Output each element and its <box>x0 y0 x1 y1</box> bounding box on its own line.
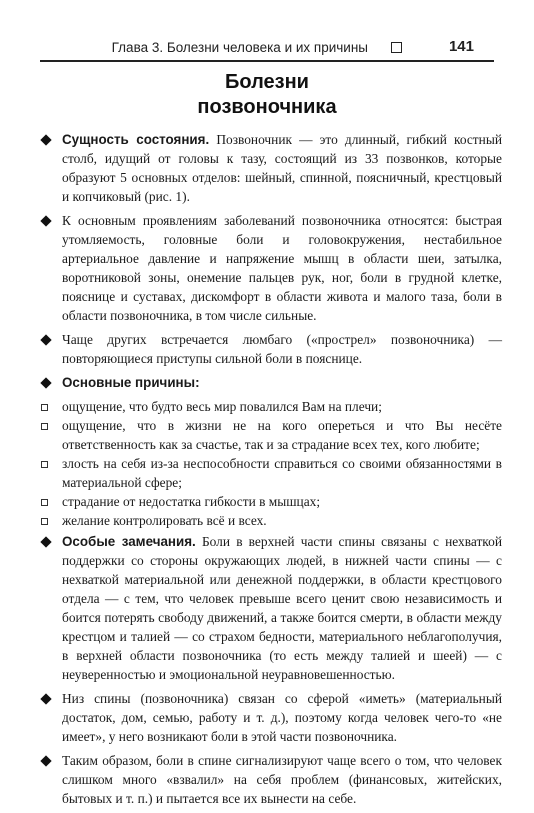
cause-item <box>40 416 502 454</box>
paragraph-text: Позвоночник — это длинный, гибкий костный столб, идущий от головы к тазу, состоящий из 33 позвонков, которые образуют 5 основных отделов: шейный, спинной, поясничный, крестцовый и копчиковый (рис. 1). <box>62 132 502 204</box>
diamond-bullet-icon <box>40 751 56 770</box>
cause-item <box>40 397 502 416</box>
paragraph-lead: Основные причины: <box>62 375 200 390</box>
section-title-line-2: позвоночника <box>197 96 337 118</box>
paragraph-text: Низ спины (позвоночника) связан со сферой «иметь» (материальный достаток, дом, семью, работу и т. д.), поэтому когда человек чего-то «не имеет», у него возникают боли в этой части позвоночника. <box>62 691 502 744</box>
section-title-line-1: Болезни <box>225 71 309 93</box>
square-bullet-icon <box>40 416 56 435</box>
diamond-bullet-icon <box>40 532 56 551</box>
cause-item <box>40 492 502 511</box>
cause-item <box>40 511 502 530</box>
paragraph-text: Чаще других встречается люмбаго («прострел» позвоночника) — повторяющиеся приступы сильной боли в пояснице. <box>62 332 502 366</box>
body-text <box>40 130 502 813</box>
section-title <box>40 70 494 120</box>
paragraph-conclusion <box>40 751 502 808</box>
paragraph-lead: Особые замечания. <box>62 534 196 549</box>
paragraph-text: К основным проявлениям заболеваний позвоночника относятся: быстрая утомляемость, головные боли и головокружения, нестабильное артериальное давление и напряжение мышц в области шеи, затылка, воротниковой зоны, онемение пальцев рук, ног, боли в грудной клетке, пояснице и суставах, дискомфорт в области живота и малого таза, боли в области позвоночника, в том числе сильные. <box>62 213 502 323</box>
paragraph-lumbago <box>40 330 502 368</box>
paragraph-lead: Сущность состояния. <box>62 132 210 147</box>
square-bullet-icon <box>40 511 56 530</box>
diamond-bullet-icon <box>40 689 56 708</box>
square-bullet-icon <box>40 454 56 473</box>
cause-text: желание контролировать всё и всех. <box>62 513 267 528</box>
cause-text: злость на себя из-за неспособности справиться со своими обязанностями в материальной сфере; <box>62 456 502 490</box>
diamond-bullet-icon <box>40 130 56 149</box>
paragraph-lower-back <box>40 689 502 746</box>
paragraph-symptoms <box>40 211 502 325</box>
square-bullet-icon <box>40 397 56 416</box>
paragraph-special-notes <box>40 532 502 684</box>
cause-text: ощущение, что будто весь мир повалился Вам на плечи; <box>62 399 382 414</box>
running-header <box>40 34 494 62</box>
paragraph-text: Боли в верхней части спины связаны с нехваткой поддержки со стороны окружающих людей, в нижней части спины — с нехваткой материальной или денежной поддержки, в области крестцового отдела — с тем, что человек превыше всего ценит свою независимость и боится потерять свободу движений, а также боится смерти, в области между крестцом и талией — со страхом бедности, материального неблагополучия, в верхней области позвоночника (то есть между талией и шеей) — с неуверенностью и эмоциональной неуравновешенностью. <box>62 534 502 682</box>
paragraph-text: Таким образом, боли в спине сигнализируют чаще всего о том, что человек слишком много «взвалил» на себя проблем (финансовых, житейских, бытовых и т. п.) и пытается все их вынести на себе. <box>62 753 502 806</box>
cause-item <box>40 454 502 492</box>
diamond-bullet-icon <box>40 211 56 230</box>
square-ornament-icon <box>391 42 402 53</box>
cause-text: ощущение, что в жизни не на кого опереться и что Вы несёте ответственность как за счастье, так и за страдание всех тех, кого любите; <box>62 418 502 452</box>
paragraph-causes-heading <box>40 373 502 392</box>
square-bullet-icon <box>40 492 56 511</box>
paragraph-essence <box>40 130 502 206</box>
cause-text: страдание от недостатка гибкости в мышцах; <box>62 494 321 509</box>
diamond-bullet-icon <box>40 330 56 349</box>
page-number: 141 <box>448 38 474 55</box>
chapter-title: Глава 3. Болезни человека и их причины <box>111 40 368 55</box>
diamond-bullet-icon <box>40 373 56 392</box>
